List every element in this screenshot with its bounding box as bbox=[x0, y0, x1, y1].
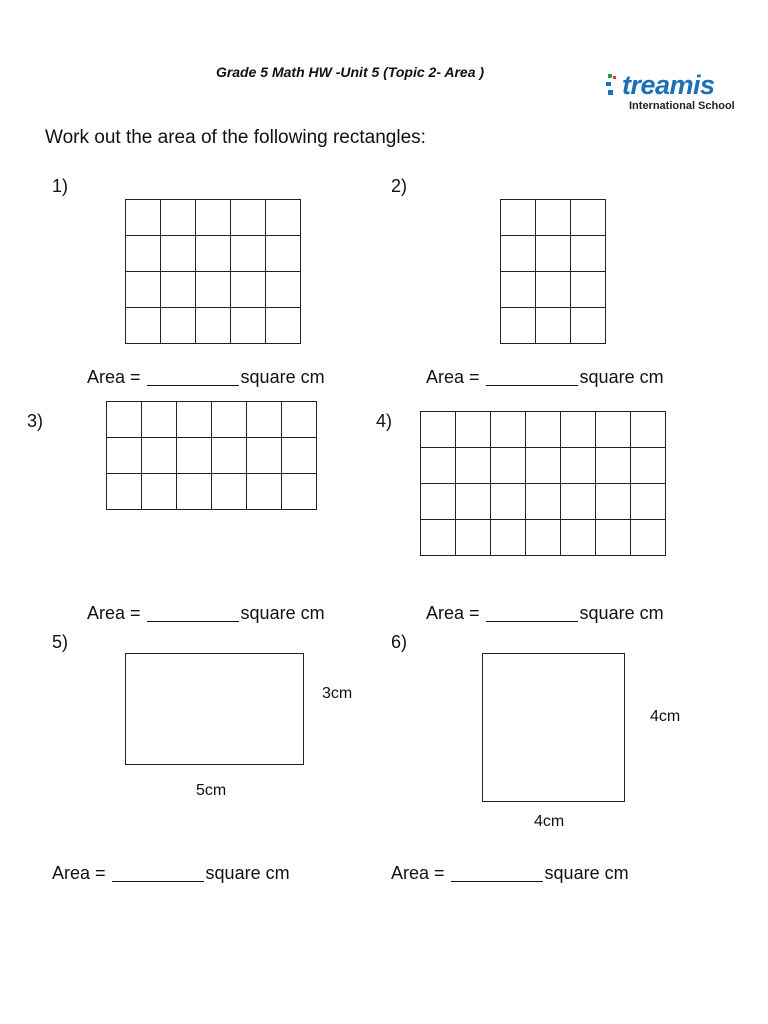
streamis-s-mark-icon bbox=[604, 72, 624, 98]
area-unit: square cm bbox=[240, 367, 325, 387]
logo-subtitle: International School bbox=[629, 100, 735, 112]
grid-row bbox=[421, 520, 666, 556]
grid-square bbox=[631, 520, 666, 556]
grid-square bbox=[561, 448, 596, 484]
grid-square bbox=[491, 484, 526, 520]
problem-4-grid bbox=[420, 411, 666, 556]
grid-row bbox=[126, 308, 301, 344]
grid-square bbox=[536, 272, 571, 308]
answer-blank[interactable] bbox=[486, 367, 578, 386]
grid-square bbox=[196, 308, 231, 344]
grid-square bbox=[282, 438, 317, 474]
grid-row bbox=[501, 272, 606, 308]
grid-square bbox=[126, 308, 161, 344]
grid-square bbox=[161, 308, 196, 344]
problem-5-label: 5) bbox=[52, 632, 69, 652]
grid-square bbox=[526, 448, 561, 484]
grid-square bbox=[212, 438, 247, 474]
area-prefix: Area = bbox=[426, 603, 480, 623]
grid-square bbox=[266, 272, 301, 308]
answer-blank[interactable] bbox=[451, 863, 543, 882]
grid-square bbox=[526, 520, 561, 556]
grid-row bbox=[421, 412, 666, 448]
grid-square bbox=[231, 272, 266, 308]
grid-square bbox=[491, 448, 526, 484]
problem-6-answer bbox=[391, 863, 629, 884]
grid-row bbox=[126, 272, 301, 308]
problem-6-label: 6) bbox=[391, 632, 408, 652]
grid-square bbox=[177, 402, 212, 438]
answer-blank[interactable] bbox=[147, 367, 239, 386]
grid-square bbox=[561, 412, 596, 448]
grid-square bbox=[631, 412, 666, 448]
grid-square bbox=[536, 236, 571, 272]
grid-square bbox=[231, 236, 266, 272]
grid-square bbox=[526, 412, 561, 448]
area-prefix: Area = bbox=[87, 367, 141, 387]
logo-wordmark: treamis bbox=[622, 70, 715, 100]
problem-6-rectangle bbox=[482, 653, 625, 802]
grid-square bbox=[231, 200, 266, 236]
grid-square bbox=[596, 412, 631, 448]
grid-square bbox=[421, 484, 456, 520]
grid-square bbox=[631, 448, 666, 484]
grid-square bbox=[247, 438, 282, 474]
grid-square bbox=[212, 402, 247, 438]
area-unit: square cm bbox=[240, 603, 325, 623]
grid-square bbox=[126, 200, 161, 236]
answer-blank[interactable] bbox=[486, 603, 578, 622]
answer-blank[interactable] bbox=[147, 603, 239, 622]
grid-square bbox=[596, 484, 631, 520]
grid-row bbox=[421, 484, 666, 520]
problem-5-height-label: 3cm bbox=[322, 685, 353, 702]
grid-row bbox=[107, 402, 317, 438]
grid-row bbox=[501, 200, 606, 236]
grid-square bbox=[571, 236, 606, 272]
grid-square bbox=[177, 474, 212, 510]
grid-square bbox=[536, 308, 571, 344]
grid-square bbox=[571, 200, 606, 236]
grid-square bbox=[421, 448, 456, 484]
grid-square bbox=[526, 484, 561, 520]
area-unit: square cm bbox=[544, 863, 629, 883]
grid-square bbox=[282, 402, 317, 438]
grid-square bbox=[491, 520, 526, 556]
area-prefix: Area = bbox=[52, 863, 106, 883]
instructions: Work out the area of the following rectangles: bbox=[45, 127, 426, 148]
grid-square bbox=[266, 200, 301, 236]
grid-square bbox=[247, 402, 282, 438]
area-unit: square cm bbox=[579, 367, 664, 387]
grid-square bbox=[107, 438, 142, 474]
grid-row bbox=[501, 236, 606, 272]
grid-square bbox=[561, 520, 596, 556]
grid-row bbox=[126, 236, 301, 272]
grid-square bbox=[571, 308, 606, 344]
grid-square bbox=[501, 308, 536, 344]
problem-4-label: 4) bbox=[376, 411, 393, 431]
grid-square bbox=[282, 474, 317, 510]
worksheet-title: Grade 5 Math HW -Unit 5 (Topic 2- Area ) bbox=[215, 64, 485, 80]
problem-2-answer bbox=[426, 367, 664, 388]
grid-square bbox=[561, 484, 596, 520]
grid-square bbox=[212, 474, 247, 510]
grid-square bbox=[456, 484, 491, 520]
area-prefix: Area = bbox=[87, 603, 141, 623]
grid-square bbox=[501, 272, 536, 308]
grid-square bbox=[142, 402, 177, 438]
grid-square bbox=[161, 236, 196, 272]
grid-square bbox=[456, 520, 491, 556]
grid-square bbox=[571, 272, 606, 308]
problem-3-grid bbox=[106, 401, 317, 510]
grid-square bbox=[142, 438, 177, 474]
problem-3-answer bbox=[87, 603, 325, 624]
grid-square bbox=[126, 236, 161, 272]
grid-square bbox=[536, 200, 571, 236]
problem-1-answer bbox=[87, 367, 325, 388]
grid-square bbox=[596, 448, 631, 484]
grid-square bbox=[161, 272, 196, 308]
grid-square bbox=[491, 412, 526, 448]
problem-5-width-label: 5cm bbox=[196, 782, 227, 799]
answer-blank[interactable] bbox=[112, 863, 204, 882]
problem-1-label: 1) bbox=[52, 176, 69, 196]
grid-square bbox=[501, 236, 536, 272]
grid-square bbox=[501, 200, 536, 236]
grid-square bbox=[126, 272, 161, 308]
grid-square bbox=[456, 412, 491, 448]
problem-2-label: 2) bbox=[391, 176, 408, 196]
grid-square bbox=[161, 200, 196, 236]
grid-square bbox=[142, 474, 177, 510]
grid-square bbox=[596, 520, 631, 556]
grid-square bbox=[421, 412, 456, 448]
grid-row bbox=[501, 308, 606, 344]
problem-3-label: 3) bbox=[27, 411, 44, 431]
grid-square bbox=[266, 308, 301, 344]
grid-row bbox=[126, 200, 301, 236]
area-prefix: Area = bbox=[426, 367, 480, 387]
grid-square bbox=[177, 438, 212, 474]
grid-row bbox=[421, 448, 666, 484]
problem-5-answer bbox=[52, 863, 290, 884]
grid-row bbox=[107, 438, 317, 474]
problem-1-grid bbox=[125, 199, 301, 344]
grid-square bbox=[631, 484, 666, 520]
area-unit: square cm bbox=[205, 863, 290, 883]
problem-2-grid bbox=[500, 199, 606, 344]
area-unit: square cm bbox=[579, 603, 664, 623]
grid-square bbox=[456, 448, 491, 484]
grid-square bbox=[266, 236, 301, 272]
problem-6-height-label: 4cm bbox=[650, 708, 681, 725]
grid-square bbox=[247, 474, 282, 510]
grid-square bbox=[421, 520, 456, 556]
problem-6-width-label: 4cm bbox=[534, 813, 565, 830]
grid-square bbox=[196, 200, 231, 236]
grid-square bbox=[107, 474, 142, 510]
grid-square bbox=[196, 272, 231, 308]
grid-square bbox=[231, 308, 266, 344]
problem-5-rectangle bbox=[125, 653, 304, 765]
school-logo bbox=[604, 70, 744, 118]
problem-4-answer bbox=[426, 603, 664, 624]
area-prefix: Area = bbox=[391, 863, 445, 883]
grid-row bbox=[107, 474, 317, 510]
grid-square bbox=[107, 402, 142, 438]
grid-square bbox=[196, 236, 231, 272]
